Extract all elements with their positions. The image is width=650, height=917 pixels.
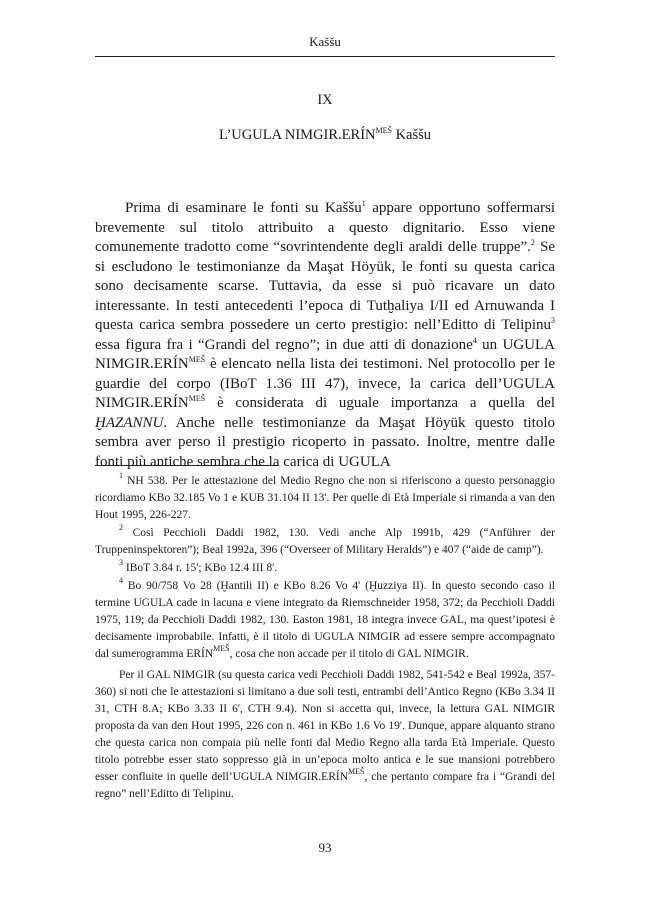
body-paragraph [95, 199, 555, 472]
footnote-ref-4[interactable]: 4 [472, 335, 477, 345]
footnote-3 [95, 560, 555, 577]
chapter-title-superscript: MEŠ [375, 126, 392, 135]
chapter-number: IX [317, 92, 333, 108]
chapter-title-main: L’UGULA NIMGIR.ERÍN [218, 127, 376, 143]
footnote-text: NH 538. Per le attestazione del Medio Regno che non si riferiscono a questo personaggio ricordiamo KBo 32.185 Vo 1 e KUB 31.104 II 13'. Per quelle di Età Imperiale si rimanda a van den Hout 1995, 226-227. [95, 475, 555, 521]
footnote-mark: 2 [119, 523, 123, 532]
footnotes [95, 473, 555, 803]
footnote-ref-3[interactable]: 3 [551, 316, 555, 325]
footnote-mark: 3 [119, 558, 123, 567]
superscript-mes: MEŠ [188, 355, 206, 364]
body-segment: un UGULA NIMGIR.ERÍN [95, 336, 555, 372]
footnote-1 [95, 473, 555, 524]
italic-term: ḪAZANNU [95, 414, 164, 431]
footnote-2 [95, 525, 555, 559]
footnote-text: , che pertanto compare fra i “Grandi del regno” nell’Editto di Telipinu. [95, 771, 555, 800]
footnote-text: Così Pecchioli Daddi 1982, 130. Vedi anche Alp 1991b, 429 (“Anführer der Truppeninspektoren”); Beal 1992a, 396 (“Overseer of Military Heralds”) e 407 (“aide de camp”). [95, 527, 555, 556]
footnote-text: Bo 90/758 Vo 28 (Ḫantili II) e KBo 8.26 Vo 4' (Ḫuzziya II). In questo secondo caso il termine UGULA cade in lacuna e viene integrato da Riemschneider 1958, 372; da Pecchioli Daddi 1975, 119; da Pecchioli Daddi 1982, 130. Easton 1981, 18 integra invece GAL, ma quest’ipotesi è decisamente improbabile. Infatti, è il titolo di UGULA NIMGIR ad essere sempre accompagnato dal sumerogramma ERÍN [95, 580, 555, 660]
footnote-mark: 1 [119, 471, 123, 480]
header-rule [95, 56, 555, 57]
footnote-mark: 4 [119, 576, 123, 585]
body-segment: è considerata di uguale importanza a quella del [205, 395, 555, 411]
running-head: Kaššu [309, 34, 341, 49]
chapter-title [95, 127, 555, 144]
superscript-mes: MEŠ [348, 767, 365, 776]
footnote-text: Per il GAL NIMGIR (su questa carica vedi Pecchioli Daddi 1982, 541-542 e Beal 1992a, 357-360) si noti che le attestazioni si limitano a due soli testi, entrambi dell’Antico Regno (KBo 3.34 II 31, CTH 8.A; KBo 3.33 II 6', CTH 9.4). Non si accetta qui, invece, la lettura GAL NIMGIR proposta da van den Hout 1995, 226 con n. 461 in KBo 1.6 Vo 19'. Dunque, appare alquanto strano che questa carica non compaia più nelle fonti dal Medio Regno alla tarda Età Imperiale. Questo titolo potrebbe esser stato soppresso già in un’epoca molto antica e le sue mansioni potrebbero esser confluite in quelle dell’UGULA NIMGIR.ERÍN [95, 669, 555, 783]
footnote-4 [95, 578, 555, 663]
body-segment: è elencato nella lista dei testimoni. Nel protocollo per le guardie del corpo (IBoT 1.36 III 47), invece, la carica dell’UGULA NIMGIR.ERÍN [95, 356, 555, 411]
body-segment: essa figura fra i “Grandi del regno”; in due atti di donazione [95, 336, 473, 353]
footnote-ref-2[interactable]: 2 [530, 238, 535, 247]
footnote-rule [95, 465, 279, 466]
superscript-mes: MEŠ [213, 644, 230, 653]
footnote-4-continuation [95, 667, 555, 803]
body-segment: . Anche nelle testimonianze da Maşat Höyük questo titolo sembra aver perso il prestigio ricoperto in passato. Inoltre, mentre dalle fonti più antiche sembra che la carica di UGULA [95, 414, 555, 470]
body-segment: appare opportuno soffermarsi brevemente sul titolo attribuito a questo dignitario. Esso viene comunemente tradotto come “sovrintendente degli araldi delle truppe”. [95, 200, 555, 255]
chapter-title-tail: Kaššu [391, 127, 432, 143]
footnote-text: , cosa che non accade per il titolo di GAL NIMGIR. [229, 648, 469, 660]
footnote-ref-1[interactable]: 1 [361, 199, 366, 208]
page-number: 93 [318, 840, 332, 855]
superscript-mes: MEŠ [188, 394, 206, 403]
footnote-text: IBoT 3.84 r. 15'; KBo 12.4 III 8'. [123, 562, 278, 574]
body-segment: Prima di esaminare le fonti su Kaššu [125, 200, 362, 216]
body-segment: Se si escludono le testimonianze da Maşat Höyük, le fonti su questa carica sono decisamente scarse. Tuttavia, da esse si può ricavare un dato interessante. In testi antecedenti l’epoca di Tutḫaliya I/II ed Arnuwanda I questa carica sembra possedere un certo prestigio: nell’Editto di Telipinu [95, 239, 555, 333]
